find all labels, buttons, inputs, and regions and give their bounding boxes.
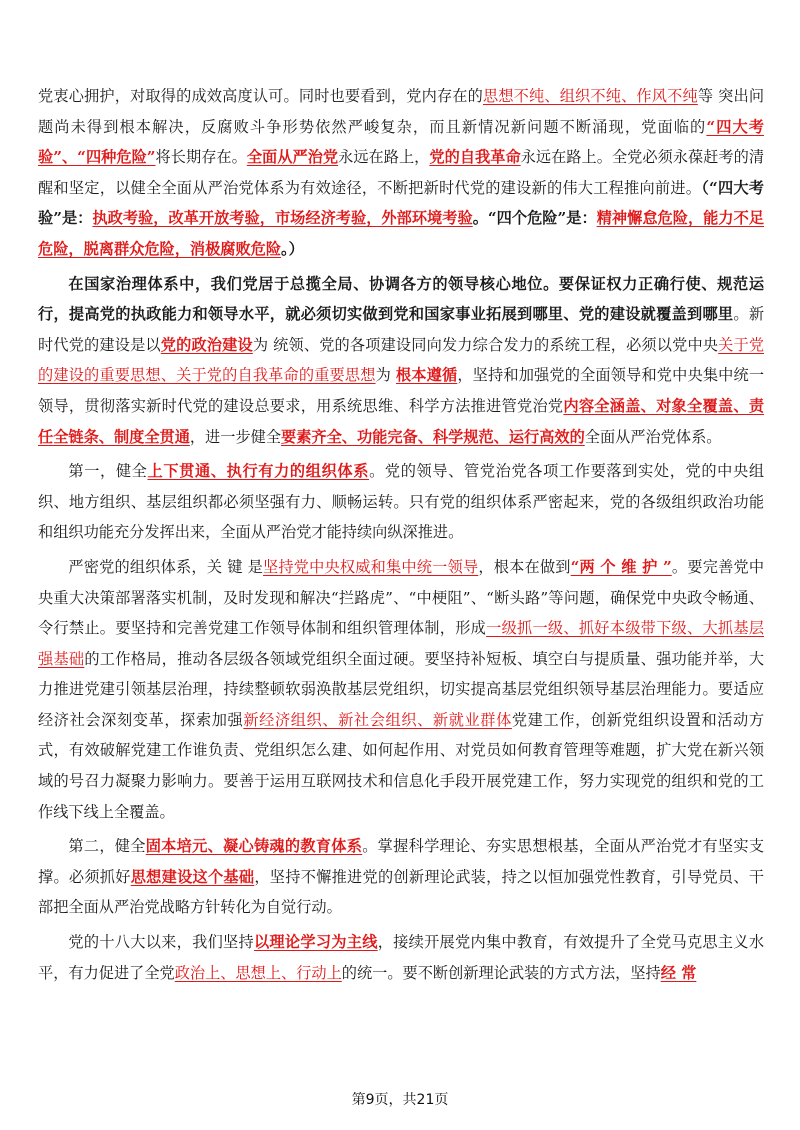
bold-text: 。） <box>281 239 304 258</box>
text-span: ，进一步健全 <box>189 427 281 446</box>
text-span: 党建工作，创新党组织设置和活动方式，有效破解党建工作谁负责、党组织怎么建、如何起作用、对党员如何教育管理等难题，扩大党在新兴领域的号召力凝聚力影响力。要善于运用互联网技术和信息化手段开展党建工作，努力实现党的组织和党的工作线下线上全覆盖。 <box>38 710 765 821</box>
text-span: 将长期存在。 <box>155 148 247 167</box>
text-span: 第一，健全 <box>68 462 148 481</box>
text-span: ，坚持不懈推进党的创新理论武装，持之以恒加强党性教育，引导党员、干部把全面从严治党战略方针转化为自觉行动。 <box>38 867 765 917</box>
text-span: 的工作格局，推动各层级各领域党组织全面过硬。要坚持补短板、填空白与提质量、强功能并举，大力推进党建引领基层治理，持续整顿软弱涣散基层党组织，切实提高基层党组织领导基层治理能力。要适应经济社会深刻变革，探索加强 <box>38 649 765 729</box>
paragraph-6 <box>38 927 764 988</box>
bold-text: 。“四个危险”是： <box>472 209 597 228</box>
highlight-phrase: 上下贯通、执行有力的组织体系 <box>147 462 370 481</box>
highlight-phrase: 执政考验，改革开放考验，市场经济考验，外部环境考验 <box>92 209 473 228</box>
text-span: 党的十八大以来，我们坚持 <box>68 933 254 952</box>
highlight-phrase: “四大考验”、“四种危险” <box>38 117 764 167</box>
text-span: 为 统领、党的各项建设同向发力综合发力的系统工程，必须以党中央 <box>252 335 719 354</box>
text-span: 等 突出问题尚未得到根本解决，反腐败斗争形势依然严峻复杂，而且新情况新问题不断涌现，党面临的 <box>38 87 765 136</box>
highlight-phrase: 思想不纯、组织不纯、作风不纯 <box>482 87 698 105</box>
paragraph-1 <box>38 81 764 265</box>
text-span: 第二，健全 <box>68 837 146 856</box>
highlight-phrase: 关于党的建设的重要思想、关于党的自我革命的重要思想 <box>38 335 765 385</box>
highlight-phrase: 一级抓一级、抓好本级带下级、大抓基层强基础 <box>38 619 765 668</box>
document-body <box>38 81 764 988</box>
text-span: ，根本在做到 <box>478 557 571 576</box>
highlight-phrase: 新经济组织、新社会组织、新就业群体 <box>243 710 512 729</box>
text-span: 。新时代党的建设是以 <box>38 305 765 354</box>
highlight-phrase: 固本培元、凝心铸魂的教育体系 <box>145 837 363 856</box>
highlight-phrase: 全面从严治党 <box>246 148 339 167</box>
text-span: 永远在路上， <box>338 148 430 167</box>
page-number-footer: 第9页，共21页 <box>351 1092 449 1108</box>
paragraph-5 <box>38 831 764 923</box>
text-span: 严密党的组织体系，关 键 是 <box>68 557 263 576</box>
highlight-phrase: 思想建设这个基础 <box>130 867 255 886</box>
text-span: 。要完善党中央重大决策部署落实机制，及时发现和解决“拦路虎”、“中梗阻”、“断头路”等问题，确保党中央政令畅通、令行禁止。要坚持和完善党建工作领导体制和组织管理体制，形成 <box>38 557 765 638</box>
highlight-phrase: 经 常 <box>660 963 697 982</box>
highlight-phrase: 坚持党中央权威和集中统一领导 <box>263 557 479 576</box>
bold-text: （“四大考验”是： <box>38 178 764 228</box>
text-span: 。党的领导、管党治党各项工作要落到实处，党的中央组织、地方组织、基层组织都必须坚强有力、顺畅运转。只有党的组织体系严密起来，党的各级组织政治功能和组织功能充分发挥出来，全面从严治党才能持续向纵深推进。 <box>38 462 765 542</box>
paragraph-3 <box>38 456 764 548</box>
highlight-phrase: 精神懈怠危险，能力不足危险，脱离群众危险，消极腐败危险 <box>38 209 765 258</box>
text-span: 。掌握科学理论、夯实思想根基，全面从严治党才有坚实支撑。必须抓好 <box>38 837 765 886</box>
highlight-phrase: 政治上、思想上、行动上 <box>174 963 342 982</box>
bold-text: 在国家治理体系中，我们党居于总揽全局、协调各方的领导核心地位。要保证权力正确行使、规范运行，提高党的执政能力和领导水平，就必须切实做到 <box>38 274 764 324</box>
text-span: ，坚持和加强党的全面领导和党中央集中统一领导，贯彻落实新时代党的建设总要求，用系统思维、科学方法推进管党治党 <box>38 366 765 415</box>
highlight-phrase: 要素齐全、功能完备、科学规范、运行高效的 <box>281 427 585 446</box>
paragraph-4 <box>38 552 764 827</box>
bold-text: 党和国家事业拓展到哪里、党的建设就覆盖到哪里 <box>393 305 734 324</box>
text-span: ，接续开展党内集中教育，有效提升了全党马克思主义水平，有力促进了全党 <box>38 933 765 982</box>
text-span: 的统一。要不断创新理论武装的方式方法，坚持 <box>341 963 661 982</box>
highlight-phrase: 根本遵循 <box>395 366 458 385</box>
highlight-phrase: “两 个 维 护 ” <box>570 557 672 576</box>
highlight-phrase: 内容全涵盖、对象全覆盖、责任全链条、制度全贯通 <box>38 396 765 446</box>
highlight-phrase: 党的政治建设 <box>160 335 253 354</box>
highlight-phrase: 以理论学习为主线 <box>253 933 378 952</box>
paragraph-2 <box>38 269 764 453</box>
text-span: 全面从严治党体系。 <box>584 427 722 446</box>
highlight-phrase: 党的自我革命 <box>429 148 521 167</box>
text-span: 永远在路上。全党必须永葆赶考的清醒和坚定，以健全全面从严治党体系为有效途径，不断把新时代党的建设新的伟大工程推向前进。 <box>38 148 765 197</box>
text-span: 党衷心拥护，对取得的成效高度认可。同时也要看到，党内存在的 <box>38 87 483 105</box>
text-span: 为 <box>375 366 396 385</box>
